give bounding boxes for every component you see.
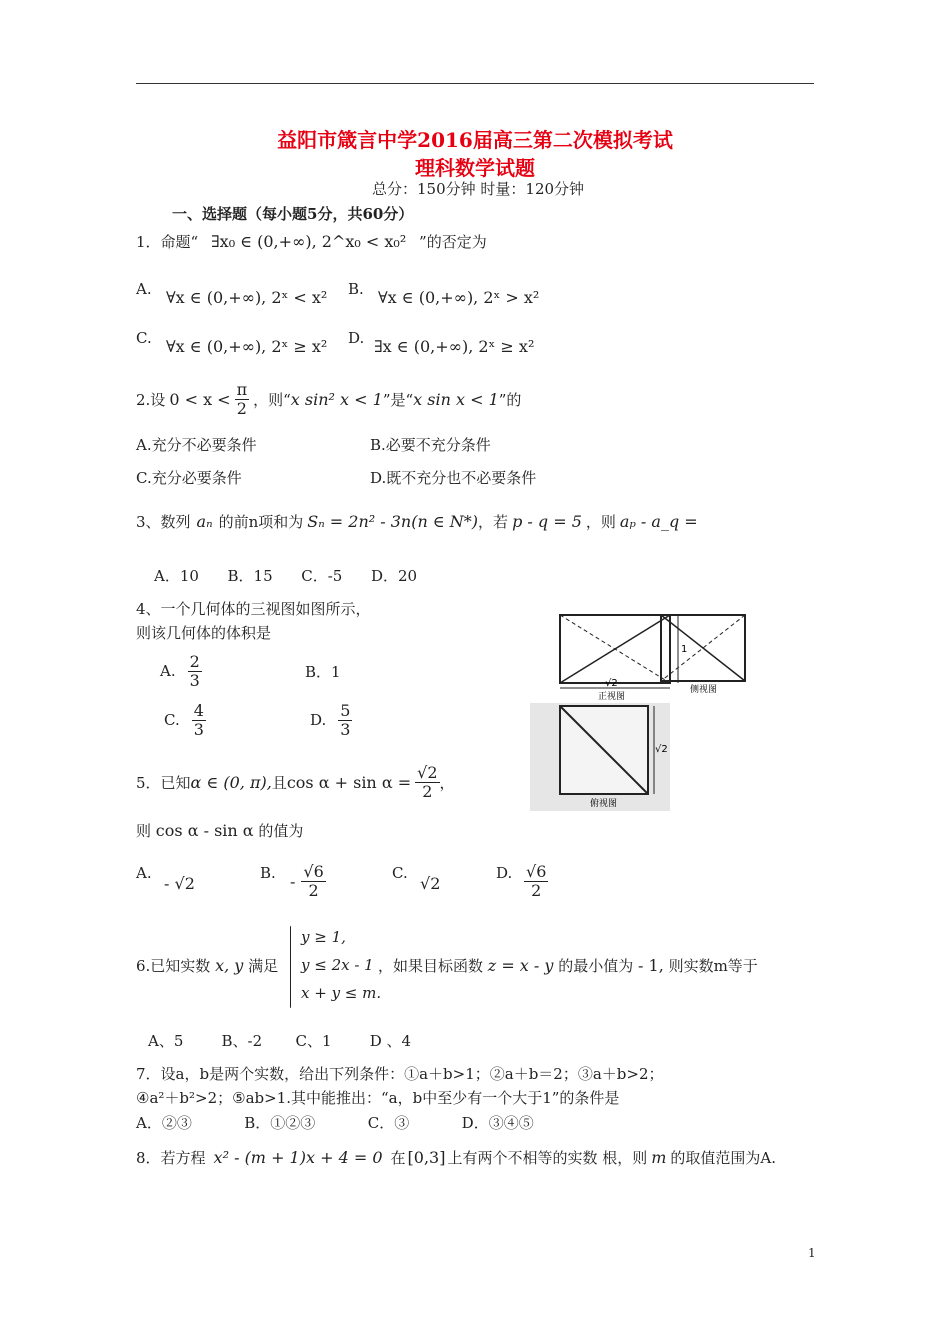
q1-stem-text: 1．命题“ xyxy=(136,233,199,251)
q3-pq: p - q = 5 xyxy=(512,511,582,531)
front-view-label: 正视图 xyxy=(598,692,626,702)
q1-a-label: A. xyxy=(136,280,152,298)
q5-comma: ， xyxy=(439,773,455,792)
q3-stem-text: 3、数列 xyxy=(136,512,191,531)
q2-two: 2 xyxy=(236,398,247,418)
q6-constraint-1: y ≥ 1, xyxy=(301,928,346,946)
q1-option-d: ∃x ∈ (0,+∞), 2ˣ ≥ x² xyxy=(374,337,535,356)
q1-b-label: B. xyxy=(348,280,364,298)
q8-interval: [0,3] xyxy=(407,1147,446,1167)
q6-tail: 则实数m等于 xyxy=(668,957,758,975)
q2-stem-text: 2.设 xyxy=(136,390,166,409)
q5-stem-text: 5．已知 xyxy=(136,773,191,792)
q7-options: A．②③ B．①②③ C．③ D．③④⑤ xyxy=(136,1114,534,1132)
q4-stem-line2: 则该几何体的体积是 xyxy=(136,624,272,642)
q2-expr2: x sin x < 1 xyxy=(413,389,499,409)
q4-d-den: 3 xyxy=(340,719,351,739)
q5-d-den: 2 xyxy=(531,880,542,900)
q5-line2-expr: cos α - sin α xyxy=(155,821,254,840)
q2-option-d: D.既不充分也不必要条件 xyxy=(370,469,537,487)
side-view-label: 侧视图 xyxy=(690,685,718,695)
page-number: 1 xyxy=(808,1246,816,1260)
q8-tail: 的取值范围为A. xyxy=(670,1148,777,1167)
q6-options: A、5 B、-2 C、1 D 、4 xyxy=(148,1032,412,1050)
q5-b-num: √6 xyxy=(303,861,324,881)
q5-b-label: B. xyxy=(260,864,276,882)
q2-mid2: ”是“ xyxy=(382,390,414,409)
q2-cond: 0 < x < xyxy=(169,389,231,409)
q4-a-num: 2 xyxy=(189,651,200,671)
q6-constraint-3: x + y ≤ m. xyxy=(301,984,382,1002)
q6-rest xyxy=(378,955,758,976)
q4-option-a xyxy=(160,648,202,694)
q3-mid1: 的前n项和为 xyxy=(218,512,304,531)
q2-pi: π xyxy=(236,379,248,399)
q6-vars: x, y xyxy=(215,956,244,975)
q6-min-value: - 1, xyxy=(638,956,664,975)
q1-option-a: ∀x ∈ (0,+∞), 2ˣ < x² xyxy=(166,288,328,307)
q3-ap-aq: aₚ - a_q = xyxy=(619,511,698,531)
q4-a-den: 3 xyxy=(189,670,200,690)
q8-equation: x² - (m + 1)x + 4 = 0 xyxy=(213,1147,383,1167)
q5-and: 且 xyxy=(271,773,287,792)
q3-mid3: ，则 xyxy=(585,512,616,531)
q2-option-c: C.充分必要条件 xyxy=(136,469,242,487)
q1-expr: ∃x₀ ∈ (0,+∞), 2^x₀ < x₀² xyxy=(211,232,407,251)
q3-stem xyxy=(136,503,698,539)
q5-option-c: √2 xyxy=(420,874,441,893)
q4-c-label: C. xyxy=(164,711,180,729)
q2-tail: ”的 xyxy=(498,390,522,409)
q1-c-label: C. xyxy=(136,329,152,347)
q5-option-b xyxy=(290,856,326,906)
q2-pi-over-2 xyxy=(235,381,250,418)
q3-options: A．10 B．15 C．-5 D．20 xyxy=(154,567,418,585)
q6-mid: ，如果目标函数 xyxy=(378,957,484,975)
q4-c-num: 4 xyxy=(193,700,204,720)
q8-stem xyxy=(136,1140,776,1174)
q4-a-label: A. xyxy=(160,662,176,680)
q8-stem-text: 8．若方程 xyxy=(136,1148,206,1167)
q4-d-num: 5 xyxy=(340,700,351,720)
q5-b-frac xyxy=(301,863,325,900)
exam-title: 益阳市箴言中学2016届高三第二次模拟考试 xyxy=(277,128,673,152)
q8-m: m xyxy=(651,1147,667,1167)
header-rule xyxy=(136,83,814,84)
q5-b-den: 2 xyxy=(308,880,319,900)
q3-sn: Sₙ = 2n² - 3n(n ∈ N*) xyxy=(307,511,479,531)
q7-line2: ④a²＋b²>2；⑤ab>1.其中能推出：“a，b中至少有一个大于1”的条件是 xyxy=(136,1089,620,1107)
front-dim-sqrt2: √2 xyxy=(605,678,618,689)
q5-line2-pre: 则 xyxy=(136,822,152,840)
q4-d-frac xyxy=(338,702,352,739)
q5-option-d xyxy=(524,856,548,906)
q2-mid1: ，则“ xyxy=(253,390,291,409)
q5-d-num: √6 xyxy=(526,861,547,881)
front-dim-1: 1 xyxy=(681,644,688,655)
q2-option-b: B.必要不充分条件 xyxy=(370,436,491,454)
q4-a-frac xyxy=(188,653,202,690)
q5-option-a: - √2 xyxy=(164,874,195,893)
q5-line2 xyxy=(136,820,303,841)
q5-d-frac xyxy=(524,863,548,900)
q1-d-label: D. xyxy=(348,329,365,347)
q5-frac-den: 2 xyxy=(422,781,433,801)
q2-expr1: x sin² x < 1 xyxy=(290,389,383,409)
q4-d-label: D. xyxy=(310,711,327,729)
q6-satisfy: 满足 xyxy=(248,957,279,975)
q5-domain: α ∈ (0, π), xyxy=(190,772,272,792)
q5-stem xyxy=(136,756,455,808)
q4-option-c xyxy=(164,697,206,743)
q4-c-frac xyxy=(192,702,206,739)
section-heading: 一、选择题（每小题5分，共60分） xyxy=(172,205,414,223)
q4-option-d xyxy=(310,697,352,743)
q5-b-sign: - xyxy=(290,871,296,891)
q4-stem-line1: 4、一个几何体的三视图如图所示， xyxy=(136,600,371,618)
q6-stem xyxy=(136,955,278,976)
q4-option-b: B．1 xyxy=(305,663,341,681)
q5-d-label: D. xyxy=(496,864,513,882)
three-view-figure xyxy=(530,610,760,815)
q6-constraint-system xyxy=(290,926,382,1008)
q8-on: 在 xyxy=(390,1148,406,1167)
q1-option-c: ∀x ∈ (0,+∞), 2ˣ ≥ x² xyxy=(166,337,328,356)
q1-stem xyxy=(136,231,487,252)
q6-stem-text: 6.已知实数 xyxy=(136,957,211,975)
q3-an: aₙ xyxy=(196,511,213,531)
q5-line2-tail: 的值为 xyxy=(258,822,304,840)
q6-objective: z = x - y xyxy=(487,956,554,975)
q5-frac-num: √2 xyxy=(417,762,438,782)
q2-stem xyxy=(136,376,521,422)
front-view xyxy=(560,615,687,702)
side-view xyxy=(661,615,745,695)
exam-subtitle: 理科数学试题 xyxy=(415,156,535,180)
q1-option-b: ∀x ∈ (0,+∞), 2ˣ > x² xyxy=(378,288,540,307)
q7-line1: 7．设a，b是两个实数，给出下列条件：①a＋b>1；②a＋b＝2；③a＋b>2； xyxy=(136,1065,664,1083)
q3-mid2: ，若 xyxy=(478,512,509,531)
q6-mid2: 的最小值为 xyxy=(558,957,634,975)
q8-mid: 上有两个不相等的实数 根，则 xyxy=(447,1148,648,1167)
exam-meta: 总分：150分钟 时量：120分钟 xyxy=(372,180,585,198)
top-dim-sqrt2: √2 xyxy=(655,744,668,755)
top-view xyxy=(530,703,670,811)
q5-c-label: C. xyxy=(392,864,408,882)
q5-eq: cos α + sin α = xyxy=(286,772,412,792)
q4-c-den: 3 xyxy=(193,719,204,739)
q5-frac xyxy=(415,764,439,801)
top-view-label: 俯视图 xyxy=(590,799,618,809)
q5-a-label: A. xyxy=(136,864,152,882)
q6-constraint-2: y ≤ 2x - 1 xyxy=(301,956,374,974)
q1-tail: ”的否定为 xyxy=(419,233,487,251)
q2-option-a: A.充分不必要条件 xyxy=(136,436,257,454)
